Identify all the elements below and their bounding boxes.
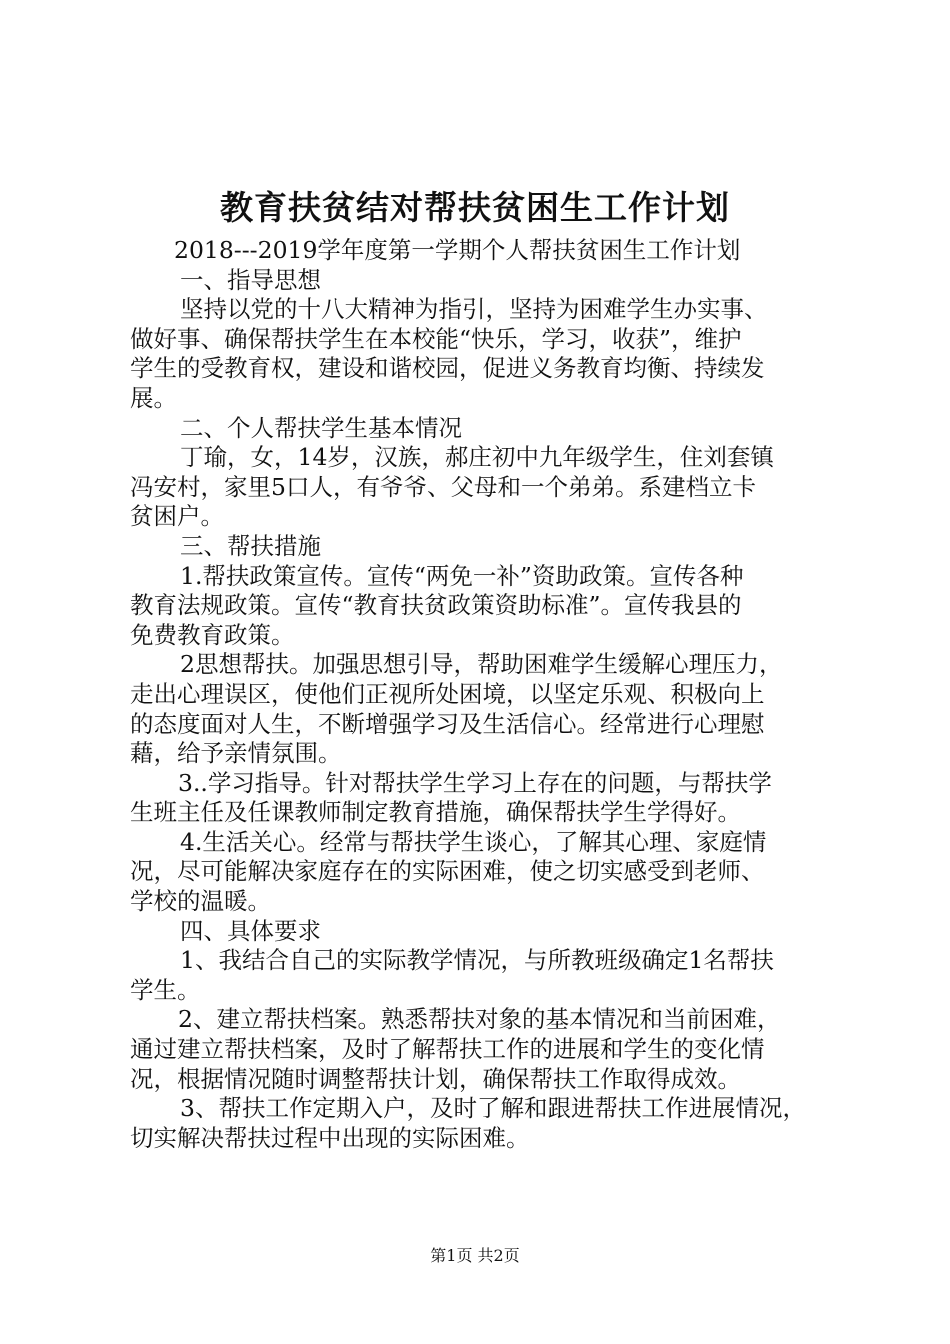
paragraph-line: 况，根据情况随时调整帮扶计划，确保帮扶工作取得成效。 [130,1064,741,1093]
paragraph-line: 走出心理误区，使他们正视所处困境，以坚定乐观、积极向上 [130,679,765,708]
paragraph-line: 坚持以党的十八大精神为指引，坚持为困难学生办实事、 [180,295,768,324]
section-heading-measures: 三、帮扶措施 [180,531,321,560]
section-heading-student-info: 二、个人帮扶学生基本情况 [180,413,462,442]
paragraph-line: 的态度面对人生，不断增强学习及生活信心。经常进行心理慰 [130,709,765,738]
paragraph-line: 学校的温暖。 [130,887,271,916]
paragraph-line: 2思想帮扶。加强思想引导，帮助困难学生缓解心理压力， [180,650,783,679]
paragraph-line: 展。 [130,383,177,412]
paragraph-line: 3、帮扶工作定期入户，及时了解和跟进帮扶工作进展情况， [180,1094,806,1123]
paragraph-line: 教育法规政策。宣传“教育扶贫政策资助标准”。宣传我县的 [130,591,742,620]
paragraph-line: 生班主任及任课教师制定教育措施，确保帮扶学生学得好。 [130,798,741,827]
paragraph-line: 做好事、确保帮扶学生在本校能“快乐，学习，收获”，维护 [130,324,742,353]
paragraph-line: 丁瑜，女，14岁，汉族，郝庄初中九年级学生，住刘套镇 [180,443,774,472]
paragraph-line: 冯安村，家里5口人，有爷爷、父母和一个弟弟。系建档立卡 [130,472,756,501]
paragraph-line: 况，尽可能解决家庭存在的实际困难，使之切实感受到老师、 [130,857,765,886]
paragraph-line: 1.帮扶政策宣传。宣传“两免一补”资助政策。宣传各种 [180,561,744,590]
paragraph-line: 3..学习指导。针对帮扶学生学习上存在的问题，与帮扶学 [178,768,772,797]
page-number-footer: 第1页 共2页 [430,1246,520,1265]
plan-subtitle: 2018---2019学年度第一学期个人帮扶贫困生工作计划 [174,236,741,264]
paragraph-line: 切实解决帮扶过程中出现的实际困难。 [130,1123,530,1152]
section-heading-requirements: 四、具体要求 [180,916,321,945]
paragraph-line: 学生。 [130,975,201,1004]
paragraph-line: 通过建立帮扶档案，及时了解帮扶工作的进展和学生的变化情 [130,1035,765,1064]
paragraph-line: 4.生活关心。经常与帮扶学生谈心，了解其心理、家庭情 [180,827,767,856]
paragraph-line: 学生的受教育权，建设和谐校园，促进义务教育均衡、持续发 [130,354,765,383]
paragraph-line: 1、我结合自己的实际教学情况，与所教班级确定1名帮扶 [180,946,774,975]
section-heading-guiding-ideology: 一、指导思想 [180,265,321,294]
document-title: 教育扶贫结对帮扶贫困生工作计划 [220,188,730,227]
document-body [130,236,830,1153]
paragraph-line: 贫困户。 [130,502,224,531]
paragraph-line: 免费教育政策。 [130,620,295,649]
paragraph-line: 2、建立帮扶档案。熟悉帮扶对象的基本情况和当前困难， [178,1005,781,1034]
paragraph-line: 藉，给予亲情氛围。 [130,739,342,768]
